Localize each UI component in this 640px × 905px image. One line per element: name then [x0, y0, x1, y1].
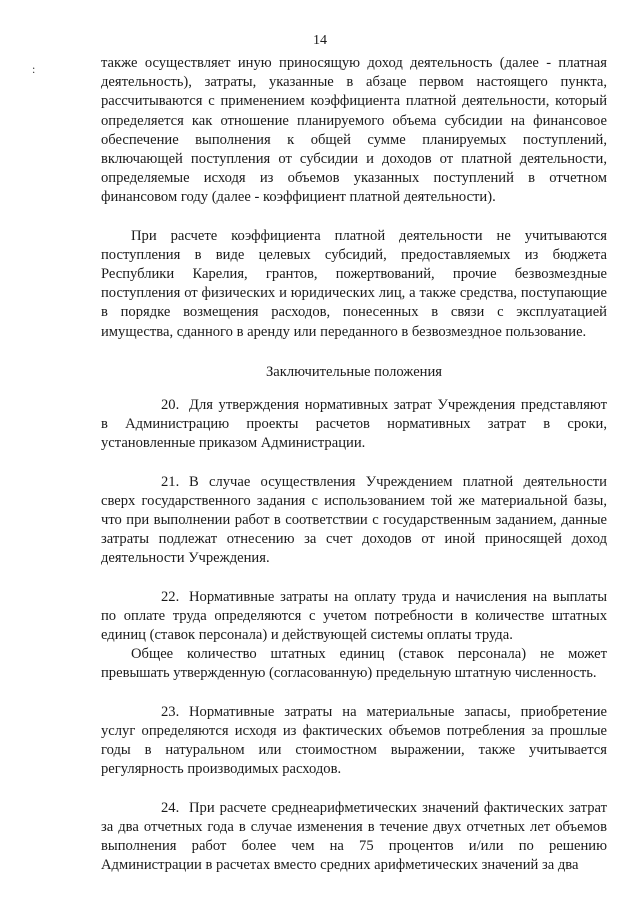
item-22 — [101, 588, 607, 646]
document-body — [101, 54, 607, 875]
item-text: В случае осуществления Учреждением платной деятельности сверх государственного задания с использованием той же материальной базы, что при выполнении работ в соответствии с государственным заданием, данные затраты подлежат отнесению за счет доходов от иной приносящей доход деятельности Учреждения. — [101, 473, 607, 567]
item-23 — [101, 703, 607, 780]
item-number: 24. — [161, 799, 180, 816]
item-20 — [101, 396, 607, 454]
paragraph-continuation: также осуществляет иную приносящую доход деятельность (далее - платная деятельность), затраты, указанные в абзаце первом настоящего пункта, рассчитываются с применением коэффициента платной деятельности, который определяется как отношение планируемого объема субсидии на финансовое обеспечение выполнения к общей сумме планируемых поступлений, включающей поступления от субсидии и доходов от платной деятельности, определяемые исходя из объемов указанных поступлений в отчетном финансовом году (далее - коэффициент платной деятельности). — [101, 55, 607, 206]
item-text: Для утверждения нормативных затрат Учреждения представляют в Администрацию проекты расчетов нормативных затрат в сроки, установленные приказом Администрации. — [101, 397, 607, 452]
item-text: Нормативные затраты на оплату труда и начисления на выплаты по оплате труда определяются с учетом потребности в количестве штатных единиц (ставок персонала) и действующей системы оплаты труда. — [101, 588, 607, 644]
item-text: При расчете среднеарифметических значений фактических затрат за два отчетных года в случае изменения в течение двух отчетных лет объемов выполнения работ более чем на 75 процентов и/или по решению Администрации в расчетах вместо средних арифметических значений за два — [101, 799, 607, 874]
paragraph-coefficient: При расчете коэффициента платной деятельности не учитываются поступления в виде целевых субсидий, предоставляемых из бюджета Республики Карелия, грантов, пожертвований, прочие безвозмездные поступления от физических и юридических лиц, а также средства, поступающие в порядке возмещения расходов, понесенных в связи с эксплуатацией имущества, сданного в аренду или переданного в безвозмездное пользование. — [101, 227, 607, 340]
item-number: 20. — [161, 397, 180, 414]
item-number: 21. — [161, 473, 180, 490]
item-number: 22. — [161, 588, 180, 605]
page-number: 14 — [313, 33, 327, 48]
item-21 — [101, 473, 607, 569]
item-text: Нормативные затраты на материальные запасы, приобретение услуг определяются исходя из фактических объемов потребления за прошлые годы в натуральном или стоимостном выражении, также учитывается регулярность производимых расходов. — [101, 703, 607, 778]
section-heading: Заключительные положения — [265, 363, 443, 380]
item-number: 23. — [161, 703, 180, 720]
margin-mark: : — [32, 62, 36, 76]
item-24 — [101, 799, 607, 876]
item-22-extra: Общее количество штатных единиц (ставок персонала) не может превышать утвержденную (согласованную) предельную штатную численность. — [101, 646, 607, 682]
